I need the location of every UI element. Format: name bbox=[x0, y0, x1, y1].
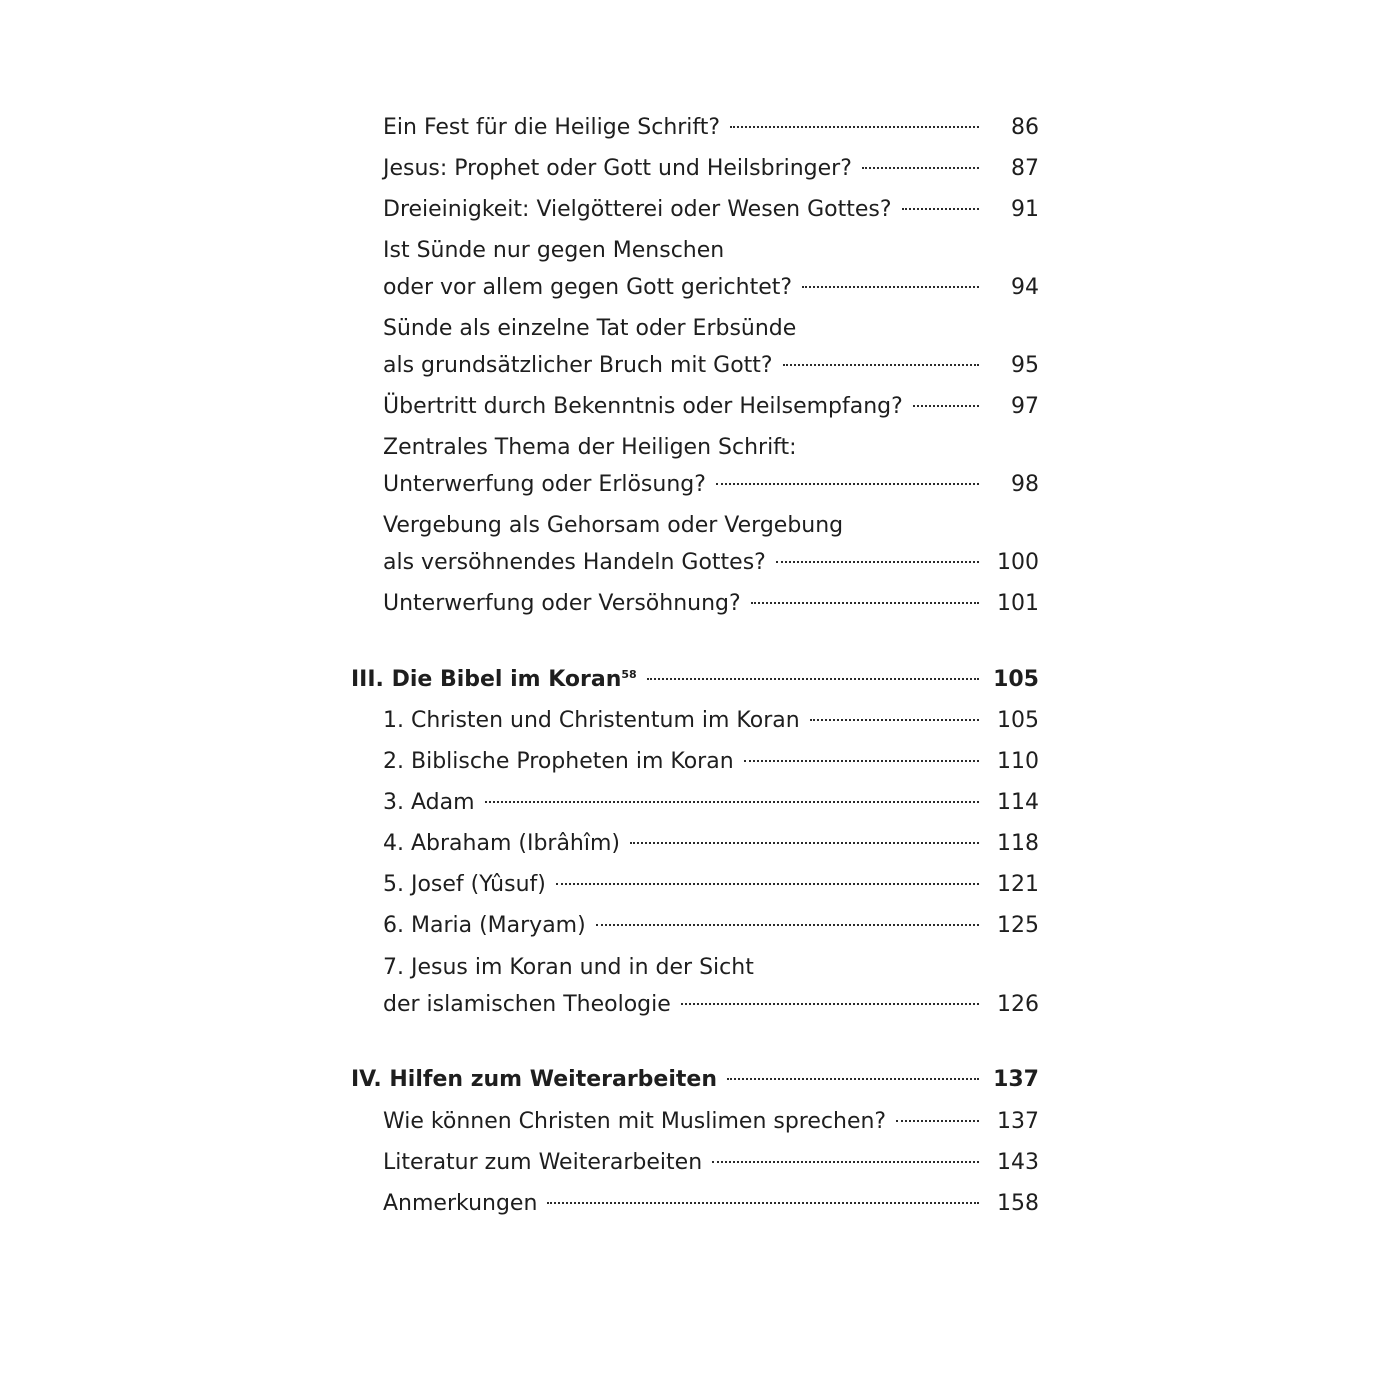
toc-entry-title: III. Die Bibel im Koran$^{58}$ bbox=[351, 667, 637, 692]
dot-leader bbox=[630, 842, 979, 844]
toc-page-number: 114 bbox=[997, 790, 1039, 815]
toc-entry-title: Übertritt durch Bekenntnis oder Heilsempfang? bbox=[383, 394, 903, 419]
dot-leader bbox=[802, 286, 979, 288]
toc-page-number: 110 bbox=[997, 749, 1039, 774]
toc-entry-title: als versöhnendes Handeln Gottes? bbox=[383, 550, 766, 575]
toc-entry-title: Jesus: Prophet oder Gott und Heilsbringer? bbox=[383, 156, 852, 181]
toc-page-number: 101 bbox=[997, 591, 1039, 616]
toc-entry-title: Literatur zum Weiterarbeiten bbox=[383, 1150, 703, 1175]
dot-leader bbox=[913, 405, 979, 407]
toc-entry-title: Zentrales Thema der Heiligen Schrift: bbox=[383, 435, 797, 460]
toc-page-number: 126 bbox=[997, 992, 1039, 1017]
toc-entry-title: 7. Jesus im Koran und in der Sicht bbox=[383, 955, 754, 980]
dot-leader bbox=[547, 1202, 979, 1204]
dot-leader bbox=[712, 1161, 979, 1163]
toc-page-number: 95 bbox=[1011, 353, 1039, 378]
toc-entry-title: Ist Sünde nur gegen Menschen bbox=[383, 238, 725, 263]
toc-page-number: 94 bbox=[1011, 275, 1039, 300]
dot-leader bbox=[727, 1078, 979, 1080]
toc-page-number: 121 bbox=[997, 872, 1039, 897]
toc-entry-title: als grundsätzlicher Bruch mit Gott? bbox=[383, 353, 773, 378]
dot-leader bbox=[596, 924, 979, 926]
dot-leader bbox=[751, 602, 979, 604]
toc-page-number: 91 bbox=[1011, 197, 1039, 222]
toc-entry-title: 6. Maria (Maryam) bbox=[383, 913, 586, 938]
toc-entry-title: 1. Christen und Christentum im Koran bbox=[383, 708, 800, 733]
toc-entry-title: 4. Abraham (Ibrâhîm) bbox=[383, 831, 621, 856]
toc-page-number: 105 bbox=[997, 708, 1039, 733]
dot-leader bbox=[862, 167, 979, 169]
dot-leader bbox=[810, 719, 979, 721]
dot-leader bbox=[716, 483, 979, 485]
footnote-marker: 58 bbox=[621, 668, 637, 681]
toc-entry-title: Dreieinigkeit: Vielgötterei oder Wesen Gottes? bbox=[383, 197, 892, 222]
toc-page-number: 100 bbox=[997, 550, 1039, 575]
toc-page-number: 87 bbox=[1011, 156, 1039, 181]
toc-page-number: 137 bbox=[997, 1109, 1039, 1134]
toc-page-number: 158 bbox=[997, 1191, 1039, 1216]
dot-leader bbox=[783, 364, 979, 366]
toc-entry-title: Vergebung als Gehorsam oder Vergebung bbox=[383, 513, 844, 538]
dot-leader bbox=[730, 126, 979, 128]
dot-leader bbox=[896, 1120, 979, 1122]
toc-entry-title: 5. Josef (Yûsuf) bbox=[383, 872, 546, 897]
toc-page-number: 125 bbox=[997, 913, 1039, 938]
toc-entry-title: Wie können Christen mit Muslimen sprechen? bbox=[383, 1109, 887, 1134]
toc-entry-title: Unterwerfung oder Erlösung? bbox=[383, 472, 706, 497]
toc-page-number: 105 bbox=[993, 667, 1039, 692]
toc-entry-title: 2. Biblische Propheten im Koran bbox=[383, 749, 734, 774]
toc-entry-title: oder vor allem gegen Gott gerichtet? bbox=[383, 275, 793, 300]
toc-entry-title: IV. Hilfen zum Weiterarbeiten bbox=[351, 1067, 717, 1092]
toc-entry-title: Anmerkungen bbox=[383, 1191, 538, 1216]
dot-leader bbox=[647, 678, 979, 680]
dot-leader bbox=[681, 1003, 979, 1005]
toc-page-number: 118 bbox=[997, 831, 1039, 856]
toc-entry-title: Ein Fest für die Heilige Schrift? bbox=[383, 115, 721, 140]
toc-page-number: 143 bbox=[997, 1150, 1039, 1175]
toc-page-number: 98 bbox=[1011, 472, 1039, 497]
toc-page-number: 86 bbox=[1011, 115, 1039, 140]
toc-entry-title: Sünde als einzelne Tat oder Erbsünde bbox=[383, 316, 797, 341]
toc-entry-title: 3. Adam bbox=[383, 790, 475, 815]
dot-leader bbox=[776, 561, 979, 563]
dot-leader bbox=[744, 760, 979, 762]
toc-entry-title: der islamischen Theologie bbox=[383, 992, 671, 1017]
toc-page-number: 137 bbox=[993, 1067, 1039, 1092]
dot-leader bbox=[556, 883, 979, 885]
toc-entry-title: Unterwerfung oder Versöhnung? bbox=[383, 591, 741, 616]
toc-page-number: 97 bbox=[1011, 394, 1039, 419]
dot-leader bbox=[902, 208, 979, 210]
dot-leader bbox=[485, 801, 979, 803]
